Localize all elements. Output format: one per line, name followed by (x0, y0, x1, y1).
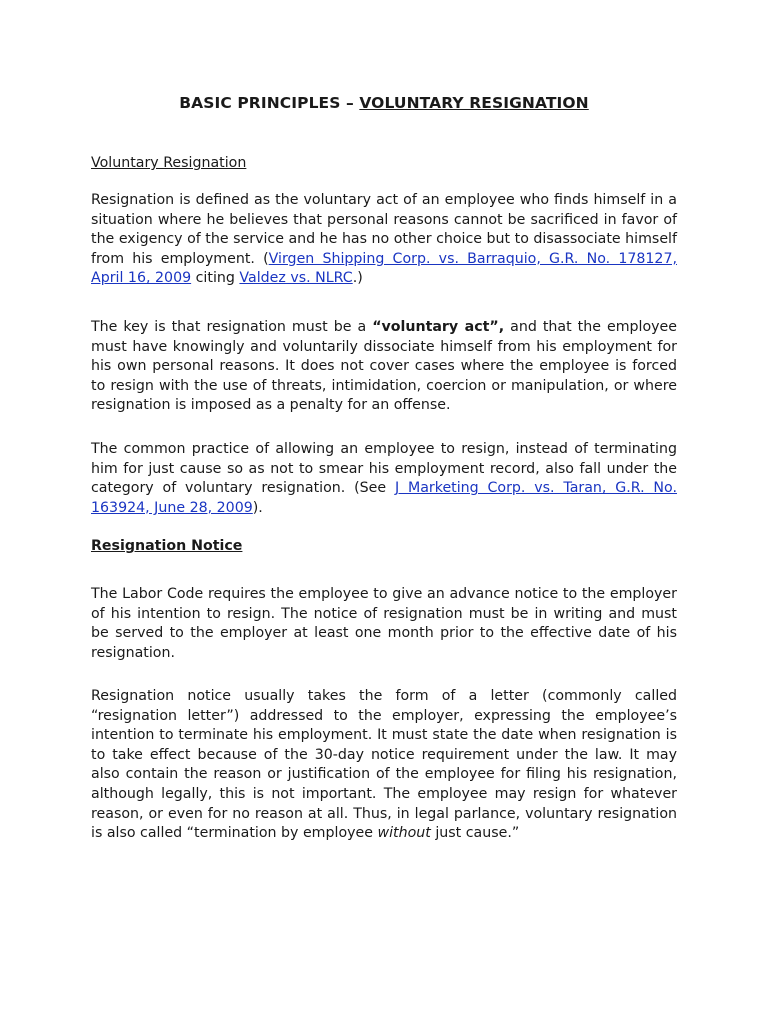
resignation-letter-text: Resignation notice usually takes the form of a letter (commonly called “resignation letter”) addressed to the employer, expressing the employee’s intention to terminate his employment. It must state the date when resignation is to take effect because of the 30-day notice requirement under the law. It may also contain the reason or justification of the employee for filing his resignation, although legally, this is not important. The employee may resign for whatever reason, or even for no reason at all. Thus, in legal parlance, voluntary resignation is also called “termination by employee (91, 688, 677, 842)
definition-text: Resignation is defined as the voluntary act of an employee who finds himself in a situation where he believes that personal reasons cannot be sacrificed in favor of the exigency of the service and he has no other choice but to disassociate himself from his employment. ( (91, 192, 677, 267)
voluntary-act-end: and that the employee must have knowingly and voluntarily dissociate himself from his employment for his own personal reasons. It does not cover cases where the employee is forced to resign with the use of threats, intimidation, coercion or manipulation, or where resignation is imposed as a penalty for an offense. (91, 319, 678, 414)
section-heading-voluntary-resignation: Voluntary Resignation (91, 155, 247, 171)
link-valdez-nlrc[interactable]: Valdez vs. NLRC (239, 270, 353, 287)
definition-end: .) (352, 270, 363, 287)
section-heading-resignation-notice: Resignation Notice (91, 538, 243, 554)
common-practice-end: ). (252, 499, 263, 516)
voluntary-act-start: The key is that resignation must be a (91, 319, 373, 335)
page-title (0, 94, 768, 112)
citing-text: citing (191, 270, 240, 287)
title-prefix: BASIC PRINCIPLES – (179, 94, 360, 112)
paragraph-definition (91, 191, 677, 289)
voluntary-act-bold: “voluntary act”, (372, 319, 505, 335)
paragraph-common-practice (91, 440, 677, 518)
link-virgen-shipping[interactable]: Virgen Shipping Corp. vs. Barraquio, G.R. No. 178127, April 16, 2009 (91, 250, 677, 287)
link-j-marketing[interactable]: J Marketing Corp. vs. Taran, G.R. No. 163924, June 28, 2009 (91, 480, 677, 516)
common-practice-text: The common practice of allowing an employee to resign, instead of terminating him for just cause so as not to smear his employment record, also fall under the category of voluntary resignation. (See (91, 441, 677, 497)
resignation-letter-end: just cause.” (430, 825, 520, 842)
paragraph-resignation-letter (91, 687, 677, 844)
resignation-letter-italic: without (377, 825, 431, 842)
paragraph-voluntary-act (91, 318, 677, 416)
paragraph-labor-code: The Labor Code requires the employee to give an advance notice to the employer of his intention to resign. The notice of resignation must be in writing and must be served to the employer at least one month prior to the effective date of his resignation. (91, 586, 677, 661)
title-underlined: VOLUNTARY RESIGNATION (359, 94, 589, 112)
